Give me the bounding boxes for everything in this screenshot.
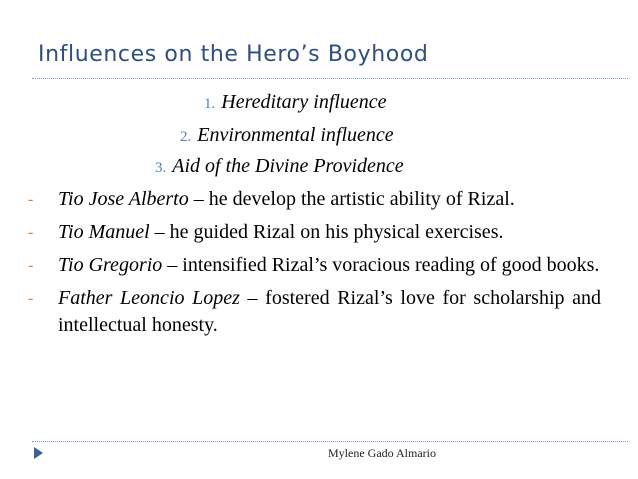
bullet-item (28, 219, 601, 246)
numbered-item (155, 155, 404, 178)
slide-title: Influences on the Hero’s Boyhood (38, 42, 429, 67)
item-number: 2. (180, 129, 192, 145)
bullet-text: – he guided Rizal on his physical exercises. (149, 221, 504, 243)
bullet-dash: - (28, 224, 34, 241)
bullet-name: Tio Gregorio (58, 254, 163, 276)
bullet-name: Tio Manuel (58, 221, 150, 243)
item-number: 1. (204, 96, 216, 112)
footer-author: Mylene Gado Almario (328, 446, 436, 460)
item-number: 3. (155, 160, 167, 176)
title-divider (32, 78, 628, 79)
item-text: Aid of the Divine Providence (172, 155, 404, 177)
bullet-name: Tio Jose Alberto (58, 188, 189, 210)
numbered-item (180, 124, 394, 147)
bullet-item (28, 285, 602, 339)
numbered-item (204, 91, 387, 114)
bullet-text: – fostered Rizal’s love for scholarship and intellectual honesty. (58, 287, 602, 336)
triangle-right-icon (34, 447, 43, 459)
bullet-name: Father Leoncio Lopez (58, 287, 240, 309)
item-text: Environmental influence (197, 124, 394, 146)
bullet-text: – he develop the artistic ability of Rizal. (188, 188, 515, 210)
bullet-text: – intensified Rizal’s voracious reading of good books. (162, 254, 600, 276)
footer-divider (32, 441, 628, 442)
bullet-item (28, 186, 601, 213)
bullet-dash: - (28, 257, 34, 274)
bullet-dash: - (28, 290, 34, 307)
item-text: Hereditary influence (221, 91, 387, 113)
bullet-dash: - (28, 191, 34, 208)
bullet-item (28, 252, 601, 279)
bullet-list (28, 186, 602, 345)
